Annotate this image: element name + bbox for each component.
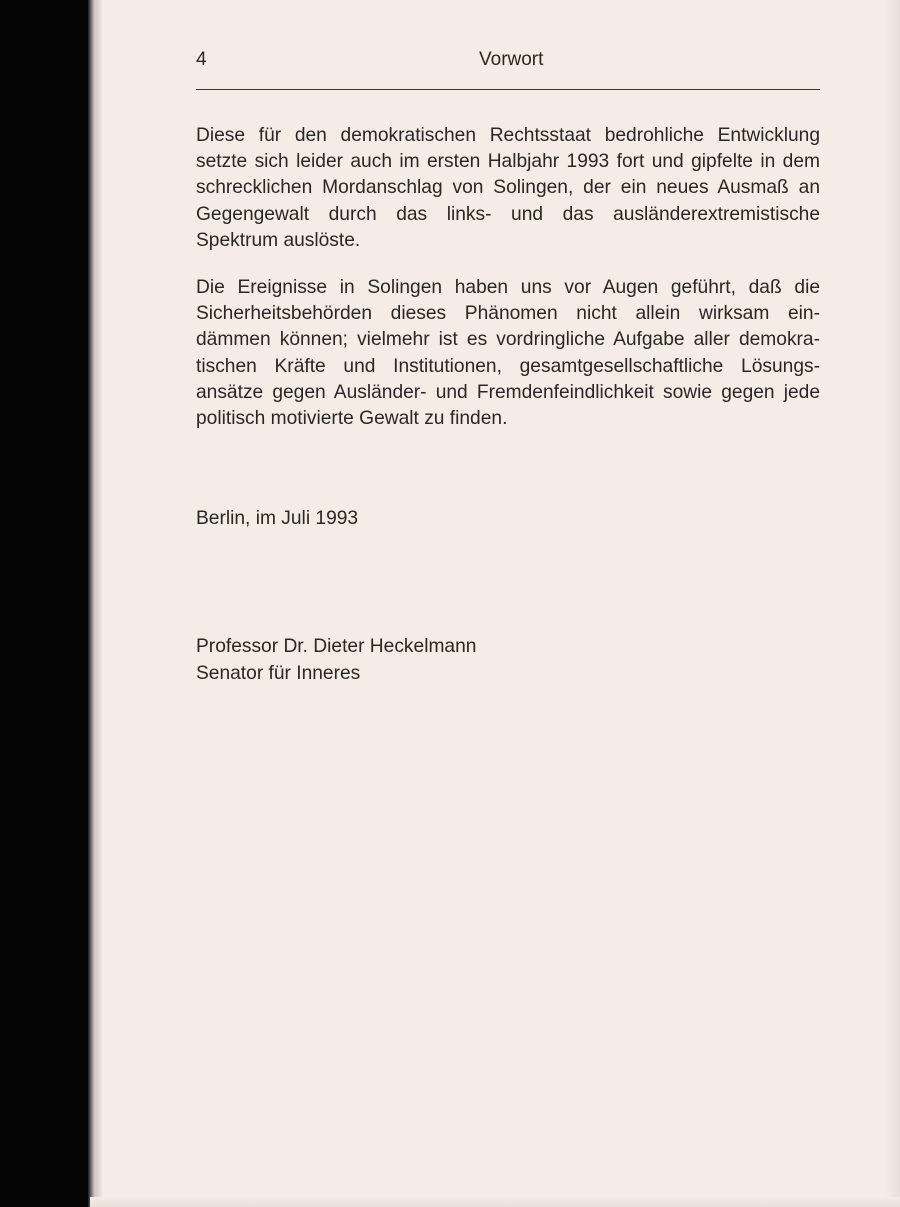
paragraph-1 — [196, 123, 820, 254]
text-line: dämmen können; vielmehr ist es vordringliche Aufgabe aller demokra- — [196, 329, 820, 351]
page-header — [196, 49, 820, 79]
text-line: Sicherheitsbehörden dieses Phänomen nicht allein wirksam ein- — [196, 303, 820, 325]
body-text — [196, 123, 820, 453]
signature-block — [196, 633, 476, 687]
text-line: Spektrum auslöste. — [196, 229, 361, 251]
signatory-title: Senator für Inneres — [196, 663, 361, 684]
place-date: Berlin, im Juli 1993 — [196, 508, 359, 529]
text-line: setzte sich leider auch im ersten Halbjahr 1993 fort und gipfelte in dem — [196, 151, 820, 173]
text-line: ansätze gegen Ausländer- und Fremdenfeindlichkeit sowie gegen jede — [196, 381, 820, 403]
text-line: tischen Kräfte und Institutionen, gesamtgesellschaftliche Lösungs- — [196, 355, 820, 377]
page-number: 4 — [196, 49, 207, 70]
page-right-edge — [886, 0, 900, 1207]
page-gutter-edge — [88, 0, 102, 1207]
text-line: Die Ereignisse in Solingen haben uns vor Augen geführt, daß die — [196, 277, 820, 299]
text-line: schrecklichen Mordanschlag von Solingen, der ein neues Ausmaß an — [196, 177, 820, 199]
text-line: Gegengewalt durch das links- und das ausländerextremistische — [196, 203, 820, 225]
running-head: Vorwort — [479, 49, 544, 70]
book-binding-shadow — [0, 0, 90, 1207]
header-rule — [196, 89, 820, 90]
paragraph-2 — [196, 275, 820, 432]
signatory-name: Professor Dr. Dieter Heckelmann — [196, 636, 477, 657]
text-line: politisch motivierte Gewalt zu finden. — [196, 408, 508, 430]
text-line: Diese für den demokratischen Rechtsstaat bedrohliche Entwicklung — [196, 125, 820, 146]
page-bottom-edge — [90, 1197, 900, 1207]
